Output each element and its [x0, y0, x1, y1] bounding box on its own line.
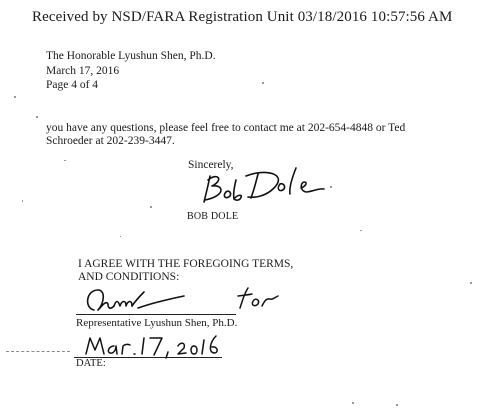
scan-speck — [150, 206, 152, 208]
received-stamp: Received by NSD/FARA Registration Unit 03/18/2016 10:57:56 AM — [32, 9, 453, 25]
scan-noise-line — [6, 351, 70, 352]
for-handwriting — [236, 284, 282, 312]
date-label: DATE: — [76, 358, 106, 369]
scan-speck — [262, 82, 264, 84]
signer-title: Representative Lyushun Shen, Ph.D. — [76, 317, 238, 329]
scan-speck — [352, 402, 354, 404]
handwritten-date — [82, 330, 232, 360]
agreement-line-2: AND CONDITIONS: — [78, 271, 180, 283]
scan-speck — [470, 282, 472, 284]
body-text-line-2: Schroeder at 202-239-3447. — [46, 135, 175, 147]
page-number: Page 4 of 4 — [46, 79, 99, 91]
scan-speck — [64, 160, 66, 161]
scan-speck — [360, 230, 362, 231]
body-text-line-1: you have any questions, please feel free to contact me at 202-654-4848 or Ted — [46, 122, 406, 134]
shen-signature — [80, 284, 190, 316]
signature-line — [76, 314, 236, 315]
scan-speck — [396, 404, 398, 406]
scan-speck — [330, 186, 332, 188]
letter-date: March 17, 2016 — [46, 65, 120, 77]
recipient-name: The Honorable Lyushun Shen, Ph.D. — [46, 50, 216, 62]
agreement-line-1: I AGREE WITH THE FOREGOING TERMS, — [78, 258, 294, 270]
signer-name: BOB DOLE — [187, 211, 239, 222]
scan-speck — [120, 236, 121, 237]
scan-speck — [22, 200, 23, 202]
scan-speck — [14, 96, 16, 98]
scan-speck — [36, 116, 38, 118]
closing-sincerely: Sincerely, — [188, 159, 234, 171]
bob-dole-signature — [196, 162, 336, 212]
